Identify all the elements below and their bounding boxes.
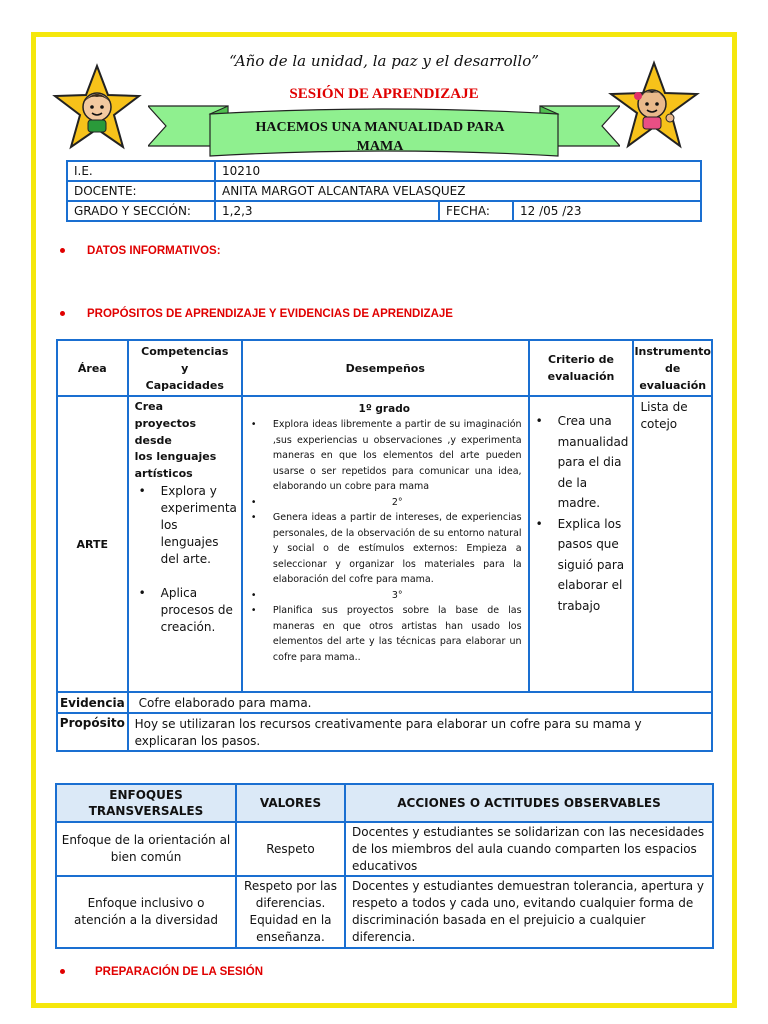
header-instrumento [633,340,712,396]
ie-label: I.E. [67,161,215,181]
session-title: SESIÓN DE APRENDIZAJE [289,86,479,102]
enfoques-table [55,783,714,949]
section-preparacion-text: PREPARACIÓN DE LA SESIÓN [95,966,264,978]
capacidad-item: • Aplica procesos de creación. [135,585,237,636]
criterio-item: • Crea una manualidad para el dia de la madre. [532,411,629,514]
header-instr-3: evaluación [639,378,707,392]
header-desempenos: Desempeños [242,340,529,396]
star-boy-icon [52,63,142,151]
area-cell: ARTE [57,396,128,692]
desempenos-cell [242,396,529,692]
banner-title [230,118,530,156]
proposito-value: Hoy se utilizaran los recursos creativamente para elaborar un cofre para su mama y explicaran los pasos. [128,713,712,751]
header-enfoques: ENFOQUES TRANSVERSALES [56,784,236,822]
header-area: Área [57,340,128,396]
evidencia-label: Evidencia [57,692,128,713]
header-comp-2: y [181,361,189,375]
criterio-cell [529,396,634,692]
instrumento-cell: Lista de cotejo [633,396,712,692]
motto: “Año de la unidad, la paz y el desarrollo” [229,52,539,70]
grado-value: 1,2,3 [215,201,439,221]
header-crit-2: evaluación [547,370,615,383]
header-comp-3: Capacidades [145,378,224,392]
desempeno-1: • Explora ideas libremente a partir de su imaginación ,sus experiencias u observaciones ,y experimenta maneras en que los elementos del arte pueden usarse o ser repetidos para comunicar una idea, elaborando un cobre para mama [247,417,522,495]
section-propositos-text: PROPÓSITOS DE APRENDIZAJE Y EVIDENCIAS DE APRENDIZAJE [87,308,453,320]
info-table [66,160,702,222]
section-datos-text: DATOS INFORMATIVOS: [87,245,221,257]
header-crit-1: Criterio de [548,353,614,366]
evidencia-value: Cofre elaborado para mama. [128,692,712,713]
grado-2-title: • 2° [247,495,522,511]
competencia-line: Crea [134,400,164,413]
desempeno-2: • Genera ideas a partir de intereses, de experiencias personales, de la observación de su entorno natural y social o de estímulos externos: Empieza a seleccionar y organizar los materiales para la elaboración del cofre para mama. [247,510,522,588]
star-girl-icon [608,60,700,150]
ie-value: 10210 [215,161,701,181]
capacidad-item: • Explora y experimenta los lenguajes del arte. [135,483,237,568]
competencia-line: artísticos [134,467,193,481]
criterios-list [532,411,629,616]
grado-label: GRADO Y SECCIÓN: [67,201,215,221]
competencia-line: los lenguajes [134,450,217,464]
header-comp-1: Competencias [141,344,229,358]
competencia-line: proyectos [134,416,196,430]
accion-cell: Docentes y estudiantes demuestran tolerancia, apertura y respeto a todos y cada uno, evitando cualquier forma de discriminación basada en el prejuicio a cualquier diferencia. [345,876,713,948]
section-propositos [60,308,453,320]
enfoque-cell: Enfoque de la orientación al bien común [56,822,236,876]
accion-cell: Docentes y estudiantes se solidarizan con las necesidades de los miembros del aula cuando comparten los espacios educativos [345,822,713,876]
header-instr-1: Instrumento [634,344,711,358]
competencia-line: desde [134,433,172,447]
docente-value: ANITA MARGOT ALCANTARA VELASQUEZ [215,181,701,201]
header-competencias [128,340,242,396]
section-preparacion [60,966,263,978]
desempeno-3: • Planifica sus proyectos sobre la base de las maneras en que otros artistas han usado los elementos del arte y las técnicas para elaborar un cofre para mama.. [247,603,522,665]
fecha-label: FECHA: [439,201,513,221]
header-acciones: ACCIONES O ACTITUDES OBSERVABLES [345,784,713,822]
proposito-label: Propósito [57,713,128,751]
header-criterio [529,340,634,396]
grado-3-title: • 3° [247,588,522,604]
fecha-value: 12 /05 /23 [513,201,701,221]
competencia-title [135,399,237,483]
banner-line-1: HACEMOS UNA MANUALIDAD PARA [255,120,505,135]
enfoque-cell: Enfoque inclusivo o atención a la diversidad [56,876,236,948]
valor-cell: Respeto [236,822,345,876]
docente-label: DOCENTE: [67,181,215,201]
section-datos [60,245,221,257]
competencias-cell [128,396,242,692]
criterio-item: • Explica los pasos que siguió para elaborar el trabajo [532,514,629,617]
capacidades-list [135,483,237,636]
banner-line-2: MAMA [356,139,404,154]
desempenos-list [247,417,522,665]
grado-1-title: 1º grado [358,403,410,415]
valor-cell: Respeto por las diferencias. Equidad en la enseñanza. [236,876,345,948]
header-instr-2: de [665,361,681,375]
propositos-table [56,339,713,752]
header-valores: VALORES [236,784,345,822]
